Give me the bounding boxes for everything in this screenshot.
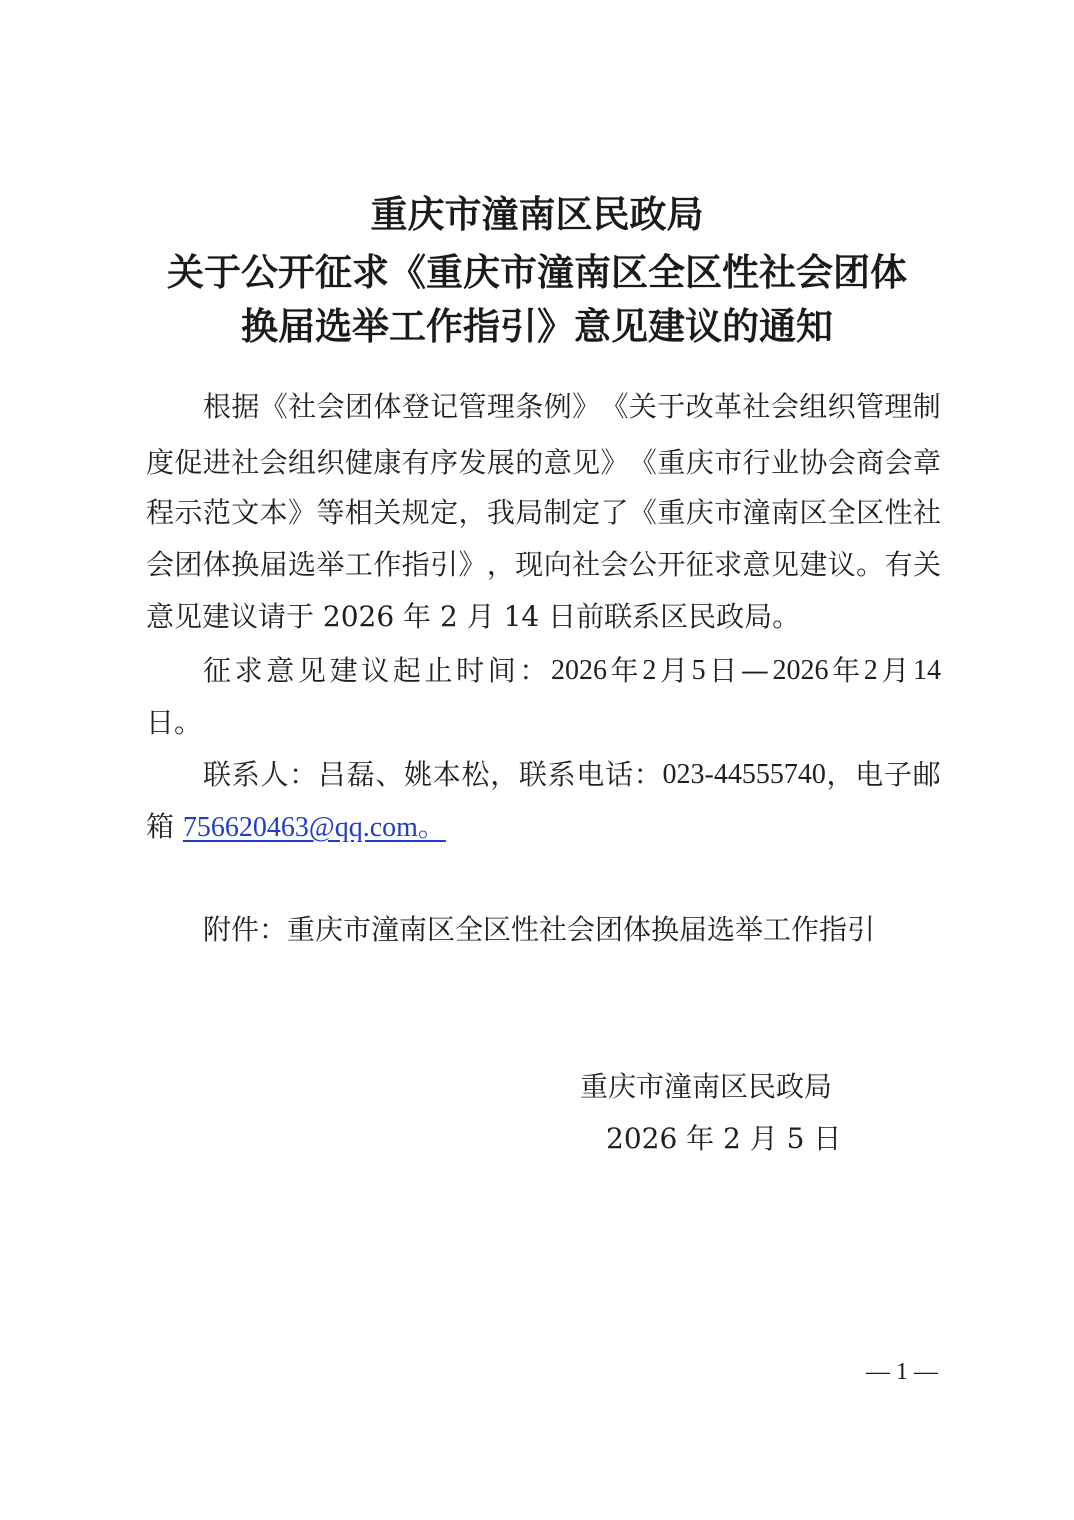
glyph: 重 [657,496,686,529]
glyph: 见 [770,548,799,581]
glyph: ， [486,548,515,581]
glyph: 关 [912,548,941,581]
glyph: 向 [543,548,572,581]
glyph: 进 [202,446,231,479]
doc-title-line-1: 重庆市潼南区民政局 [370,192,704,236]
glyph: 止 [424,654,453,687]
glyph: 松 [461,758,490,791]
glyph: 文 [231,496,260,529]
glyph: 公 [628,548,657,581]
glyph: 《 [600,390,629,423]
glyph: 重 [657,446,686,479]
body-line-7: 日。 [146,706,203,739]
glyph: 月 [659,654,688,687]
glyph: 全 [827,496,856,529]
glyph: 促 [174,446,203,479]
glyph: 。 [856,548,885,581]
email-line [146,810,446,843]
attachment-line: 附件：重庆市潼南区全区性社会团体换届选举工作指引 [203,913,876,946]
glyph: 织 [316,446,345,479]
glyph: 理 [884,390,913,423]
glyph: 定 [572,496,601,529]
glyph: 举 [316,548,345,581]
glyph: 织 [827,390,856,423]
glyph: 范 [202,496,231,529]
glyph: 年 [832,654,861,687]
glyph: 《 [628,496,657,529]
page-number: — 1 — [866,1359,938,1385]
glyph: 协 [799,446,828,479]
glyph: ： [289,758,318,791]
glyph: 意 [742,548,771,581]
glyph: 社 [742,390,771,423]
glyph: 姚 [404,758,433,791]
glyph: 时 [456,654,485,687]
glyph: 本 [259,496,288,529]
glyph: 月 [881,654,910,687]
glyph: 规 [401,496,430,529]
glyph: 建 [329,654,358,687]
glyph: 革 [714,390,743,423]
glyph: 庆 [685,446,714,479]
glyph: 征 [685,548,714,581]
glyph: 2 [863,655,878,686]
glyph: 会 [316,390,345,423]
glyph: 开 [657,548,686,581]
glyph: 《 [259,390,288,423]
glyph: 例 [543,390,572,423]
glyph: 电 [576,758,605,791]
doc-title-line-2: 关于公开征求《重庆市潼南区全区性社会团体 [167,250,907,294]
glyph: 管 [855,390,884,423]
glyph: 团 [174,548,203,581]
glyph: 发 [458,446,487,479]
glyph: 联 [518,758,547,791]
glyph: 根 [203,390,232,423]
glyph: 吕 [317,758,346,791]
glyph: 系 [547,758,576,791]
glyph: 体 [202,548,231,581]
glyph: 体 [373,390,402,423]
glyph: 组 [799,390,828,423]
glyph: 023-44555740 [662,759,826,790]
signature-date: 2026 年 2 月 5 日 [606,1122,842,1155]
glyph: 年 [610,654,639,687]
glyph: 南 [770,496,799,529]
glyph: 章 [912,446,941,479]
glyph: 间 [487,654,516,687]
glyph: 人 [260,758,289,791]
glyph: 》 [458,548,487,581]
glyph: 度 [146,446,175,479]
glyph: 区 [856,496,885,529]
doc-title-line-3: 换届选举工作指引》意见建议的通知 [241,304,833,348]
signature-org: 重庆市潼南区民政局 [580,1070,833,1103]
glyph: 制 [543,496,572,529]
glyph: 示 [174,496,203,529]
glyph: 改 [685,390,714,423]
glyph: 市 [714,446,743,479]
glyph: 会 [770,390,799,423]
glyph: 组 [288,446,317,479]
glyph: 求 [234,654,263,687]
glyph: 14 [913,655,941,686]
glyph: 局 [515,496,544,529]
glyph: 康 [373,446,402,479]
glyph: 见 [572,446,601,479]
glyph: 我 [486,496,515,529]
glyph: 行 [742,446,771,479]
glyph: 相 [344,496,373,529]
glyph: ， [490,758,519,791]
glyph: 邮 [912,758,941,791]
glyph: 2 [642,655,657,686]
glyph: 了 [600,496,629,529]
glyph: 管 [458,390,487,423]
glyph: 现 [515,548,544,581]
glyph: 会 [146,548,175,581]
email-prefix: 箱 [146,810,183,843]
glyph: 起 [392,654,421,687]
glyph: 区 [799,496,828,529]
glyph: 联 [203,758,232,791]
glyph: 登 [401,390,430,423]
glyph: ， [826,758,855,791]
glyph: 有 [401,446,430,479]
glyph: 关 [373,496,402,529]
glyph: 建 [799,548,828,581]
glyph: 意 [266,654,295,687]
glyph: 》 [600,446,629,479]
glyph: 业 [770,446,799,479]
glyph: 会 [884,446,913,479]
glyph: 社 [231,446,260,479]
glyph: 社 [288,390,317,423]
glyph: 征 [203,654,232,687]
glyph: 社 [572,548,601,581]
glyph: 作 [373,548,402,581]
glyph: 子 [883,758,912,791]
glyph: 见 [297,654,326,687]
glyph: 、 [375,758,404,791]
glyph: 潼 [742,496,771,529]
glyph: ： [633,758,662,791]
glyph: 届 [259,548,288,581]
email-link[interactable]: 756620463@qq.com。 [182,812,446,843]
glyph: 会 [827,446,856,479]
glyph: 制 [912,390,941,423]
glyph: 议 [361,654,390,687]
glyph: 工 [344,548,373,581]
glyph: 》 [572,390,601,423]
glyph: 会 [259,446,288,479]
glyph: 电 [855,758,884,791]
glyph: 2026 [772,655,829,686]
glyph: ， [458,496,487,529]
glyph: 序 [430,446,459,479]
glyph: 指 [401,548,430,581]
glyph: 求 [714,548,743,581]
glyph: 会 [600,548,629,581]
glyph: 5 [691,655,706,686]
glyph: 系 [231,758,260,791]
body-line-3 [146,496,941,529]
glyph: 等 [316,496,345,529]
glyph: 2026 [551,655,608,686]
glyph: 团 [344,390,373,423]
glyph: 健 [344,446,373,479]
body-line-1 [203,390,941,423]
body-line-6 [203,654,941,687]
body-line-8 [203,758,941,791]
body-line-4 [146,548,941,581]
glyph: 本 [432,758,461,791]
body-line-5: 意见建议请于 2026 年 2 月 14 日前联系区民政局。 [146,600,801,633]
glyph: 引 [430,548,459,581]
glyph: 选 [288,548,317,581]
glyph: 理 [486,390,515,423]
glyph: 社 [912,496,941,529]
glyph: 》 [288,496,317,529]
glyph: 议 [827,548,856,581]
glyph: 据 [231,390,260,423]
glyph: 定 [430,496,459,529]
glyph: — [740,654,769,687]
glyph: 程 [146,496,175,529]
glyph: 市 [714,496,743,529]
glyph: 记 [430,390,459,423]
glyph: 日 [709,654,738,687]
body-line-2 [146,446,941,479]
glyph: ： [519,654,548,687]
glyph: 关 [628,390,657,423]
glyph: 磊 [346,758,375,791]
glyph: 的 [515,446,544,479]
glyph: 意 [543,446,572,479]
glyph: 庆 [685,496,714,529]
glyph: 条 [515,390,544,423]
glyph: 换 [231,548,260,581]
glyph: 有 [884,548,913,581]
glyph: 展 [486,446,515,479]
glyph: 于 [657,390,686,423]
glyph: 性 [884,496,913,529]
glyph: 话 [605,758,634,791]
glyph: 商 [856,446,885,479]
glyph: 《 [628,446,657,479]
